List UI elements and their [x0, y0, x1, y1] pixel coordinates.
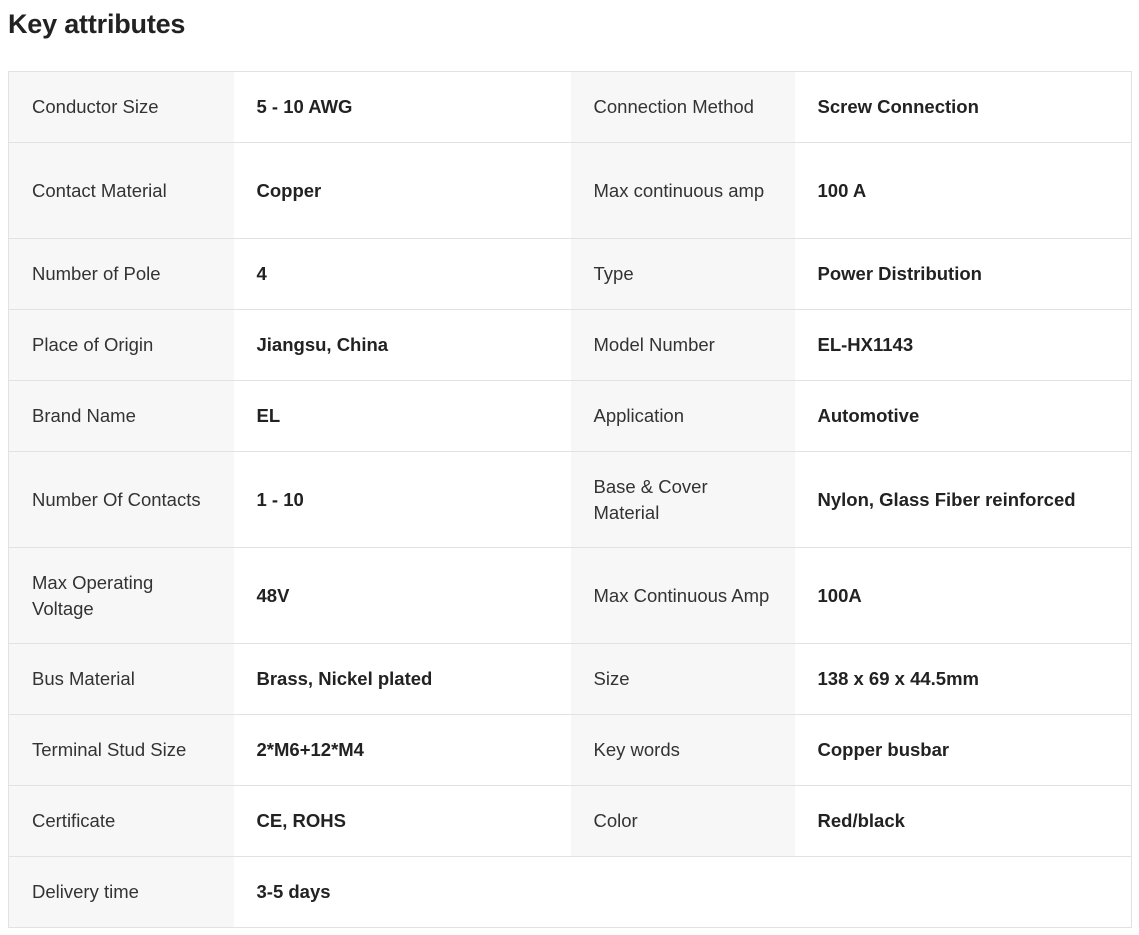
attribute-value: 138 x 69 x 44.5mm	[795, 644, 1132, 715]
attribute-label: Place of Origin	[9, 310, 234, 381]
attribute-value: 100A	[795, 548, 1132, 644]
section-title: Key attributes	[8, 9, 186, 39]
attribute-label: Type	[571, 239, 795, 310]
attribute-value: 5 - 10 AWG	[234, 72, 571, 143]
attribute-value: Brass, Nickel plated	[234, 644, 571, 715]
attribute-label: Terminal Stud Size	[9, 715, 234, 786]
attribute-label: Model Number	[571, 310, 795, 381]
attribute-label: Max continuous amp	[571, 143, 795, 239]
attribute-value: 100 A	[795, 143, 1132, 239]
attribute-value: 1 - 10	[234, 452, 571, 548]
table-row	[9, 548, 1132, 644]
attribute-value: CE, ROHS	[234, 786, 571, 857]
attribute-label: Color	[571, 786, 795, 857]
attribute-value: Automotive	[795, 381, 1132, 452]
attribute-label: Max Operating Voltage	[9, 548, 234, 644]
table-row	[9, 452, 1132, 548]
attribute-label: Key words	[571, 715, 795, 786]
attribute-label: Base & Cover Material	[571, 452, 795, 548]
table-row	[9, 715, 1132, 786]
attribute-label: Bus Material	[9, 644, 234, 715]
attribute-value: EL	[234, 381, 571, 452]
attribute-label: Connection Method	[571, 72, 795, 143]
attribute-value: Power Distribution	[795, 239, 1132, 310]
attribute-value: Copper	[234, 143, 571, 239]
attribute-value: Nylon, Glass Fiber reinforced	[795, 452, 1132, 548]
attribute-label: Number Of Contacts	[9, 452, 234, 548]
table-row	[9, 310, 1132, 381]
attributes-table	[8, 71, 1132, 928]
table-row	[9, 143, 1132, 239]
table-row	[9, 381, 1132, 452]
attribute-label: Certificate	[9, 786, 234, 857]
attribute-value: Copper busbar	[795, 715, 1132, 786]
attribute-value: 2*M6+12*M4	[234, 715, 571, 786]
attribute-value: EL-HX1143	[795, 310, 1132, 381]
table-row	[9, 857, 1132, 928]
table-row	[9, 72, 1132, 143]
attribute-label: Number of Pole	[9, 239, 234, 310]
table-row	[9, 786, 1132, 857]
attribute-value: 3-5 days	[234, 857, 571, 928]
empty-cell	[795, 857, 1132, 928]
attribute-label: Application	[571, 381, 795, 452]
attribute-value: Red/black	[795, 786, 1132, 857]
table-row	[9, 239, 1132, 310]
attribute-label: Max Continuous Amp	[571, 548, 795, 644]
attribute-value: 48V	[234, 548, 571, 644]
attribute-label: Delivery time	[9, 857, 234, 928]
empty-cell	[571, 857, 795, 928]
attribute-label: Brand Name	[9, 381, 234, 452]
attribute-value: Screw Connection	[795, 72, 1132, 143]
attribute-value: Jiangsu, China	[234, 310, 571, 381]
attribute-label: Contact Material	[9, 143, 234, 239]
attribute-label: Conductor Size	[9, 72, 234, 143]
attribute-value: 4	[234, 239, 571, 310]
attribute-label: Size	[571, 644, 795, 715]
table-row	[9, 644, 1132, 715]
